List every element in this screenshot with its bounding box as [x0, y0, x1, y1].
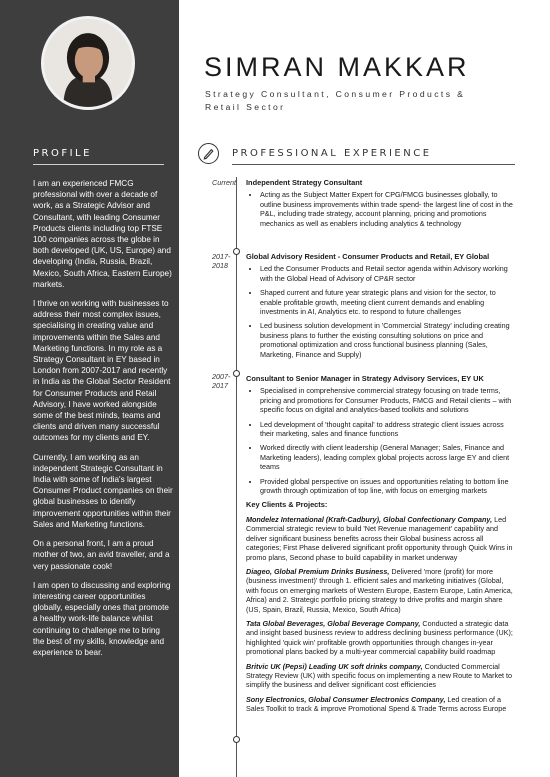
job-date: 2017-2018 [212, 252, 231, 270]
job-bullet: • Worked directly with client leadership (General Manager; Sales, Finance and Marketing leaders), leading complex global projects across large EY and client teams [260, 443, 518, 471]
client-description: Conducted Commercial Strategy Review (UK) with specific focus on implementing a new Route to Market to simplify the business and deliver significant cost efficiencies [246, 661, 513, 690]
job-bullet: • Specialised in comprehensive commercial strategy focusing on trade terms, pricing and promotions for Consumer Products, FMCG and Retail clients – with specific focus on digital and analytics-based toolkits and solutions [260, 386, 518, 414]
client-project [246, 695, 518, 714]
job-bullet: • Led the Consumer Products and Retail sector agenda within Advisory working with the Global Head of Advisory of CP&R sector [260, 264, 518, 283]
job-bullet: • Shaped current and future year strategic plans and vision for the sector, to enable profitable growth, meeting client current demands and enabling investments in AI, Analytics etc. to respond to future challenges [260, 288, 518, 316]
profile-divider [33, 164, 164, 165]
job-date: 2007-2017 [212, 372, 231, 390]
clients-heading: Key Clients & Projects: [246, 500, 328, 510]
job-bullet: • Led development of 'thought capital' to address strategic client issues across their marketing, sales and finance functions [260, 420, 518, 439]
job-role: Consultant to Senior Manager in Strategy Advisory Services, EY UK [246, 374, 484, 383]
profile-paragraph: I thrive on working with businesses to address their most complex issues, specialising in creating value and improvements within the Sales and Marketing functions. In my role as a Strategy Consultant in EY based in London from 2007-2017 and recently in India as the Global Sector Resident for Consumer Products and Retail Advisory, I have worked alongside some of the best minds, teams and clients and driven many successful outcomes for my clients and EY. [33, 299, 171, 443]
client-project [246, 515, 518, 562]
job-entry [246, 374, 518, 719]
job-bullet: • Provided global perspective on issues and opportunities relating to bottom line growth through optimization of top line, with focus on emerging markets [260, 477, 518, 496]
job-role: Global Advisory Resident - Consumer Products and Retail, EY Global [246, 252, 490, 261]
profile-heading: PROFILE [33, 148, 92, 159]
job-entry [246, 252, 518, 364]
client-project [246, 662, 518, 690]
client-description: Conducted a strategic data and insight based business review to address declining business performance (UK); highlighted 'quick win' profitable growth opportunities through changes in-year promotional plans backed by a multi-year commercial capability build roadmap [246, 618, 513, 657]
profile-paragraph: Currently, I am working as an independent Strategic Consultant in India with some of India's largest Consumer Product companies on their global businesses to identify improvement opportunities within their Sales and Marketing functions. [33, 452, 173, 529]
client-name: Diageo, Global Premium Drinks Business, [246, 566, 390, 576]
profile-paragraph: On a personal front, I am a proud mother of two, an avid traveller, and a very passionate cook! [33, 539, 170, 571]
experience-heading: PROFESSIONAL EXPERIENCE [232, 148, 432, 159]
client-description: Delivered 'more (profit) for more (business investment)' through 1. efficient sales and marketing initiatives (Global, with focus on emerging markets of Western Europe, Eastern Europe, Latin America, Africa) and 2. Strategic portfolio pricing strategy to drive profits and margin share (US, Spain, Brazil, Russia, Mexico, South Africa) [246, 566, 513, 614]
client-name: Sony Electronics, Global Consumer Electronics Company, [246, 694, 446, 704]
job-bullets [246, 264, 518, 359]
job-bullet: • Acting as the Subject Matter Expert for CPG/FMCG businesses globally, to outline business improvements within trade spend- the largest line of cost in the P&L, including trade strategy, account planning, pricing and promotions mechanics as well as enablers including analytics & technology [260, 190, 518, 228]
job-role: Independent Strategy Consultant [246, 178, 363, 187]
sidebar [0, 0, 179, 777]
job-bullet: • Led business solution development in 'Commercial Strategy' including creating business plans to further the existing consulting solutions on price and promotional optimization and cross functional business planning (Sales, Marketing, Finance and Supply) [260, 321, 518, 359]
client-description: Led creation of a Sales Toolkit to track & improve Promotional Spend & Trade Terms across Europe [246, 694, 507, 714]
job-bullets [246, 190, 518, 228]
job-entry [246, 178, 518, 233]
profile-photo [41, 16, 135, 110]
client-project [246, 619, 518, 657]
client-description: Led Commercial strategic review to build 'Net Revenue management' capability and deliver significant business benefits across their Global business across all categories; First Phase delivered significant profit opportunity through Quick Wins in promo plans, Second phase to build capability in market underway [246, 514, 513, 562]
job-bullets [246, 386, 518, 495]
client-name: Mondelez International (Kraft-Cadbury), Global Confectionary Company, [246, 514, 493, 524]
pencil-icon [198, 143, 219, 164]
candidate-subtitle: Strategy Consultant, Consumer Products & Retail Sector [205, 89, 466, 112]
candidate-name: SIMRAN MAKKAR [204, 52, 470, 82]
experience-divider [232, 164, 515, 165]
job-date: Current [212, 178, 236, 187]
profile-paragraph: I am an experienced FMCG professional with over a decade of work, as a Strategic Advisor and Consultant, with leading Consumer Products clients including top FTSE 100 companies across the globe in both developed (UK, US, Europe) and developing (India, Russia, Brazil, Mexico, South Africa, Eastern Europe) markets. [33, 179, 172, 289]
timeline-dot [233, 736, 240, 743]
profile-text [33, 178, 173, 666]
client-project [246, 567, 518, 614]
client-name: Tata Global Beverages, Global Beverage Company, [246, 618, 421, 628]
timeline-line [236, 177, 237, 777]
profile-paragraph: I am open to discussing and exploring interesting career opportunities globally, especially ones that promote a healthy work-life balance whilst continuing to challenge me to bring the best of my skills, knowledge and experience to bear. [33, 580, 171, 657]
client-name: Britvic UK (Pepsi) Leading UK soft drinks company, [246, 661, 423, 671]
